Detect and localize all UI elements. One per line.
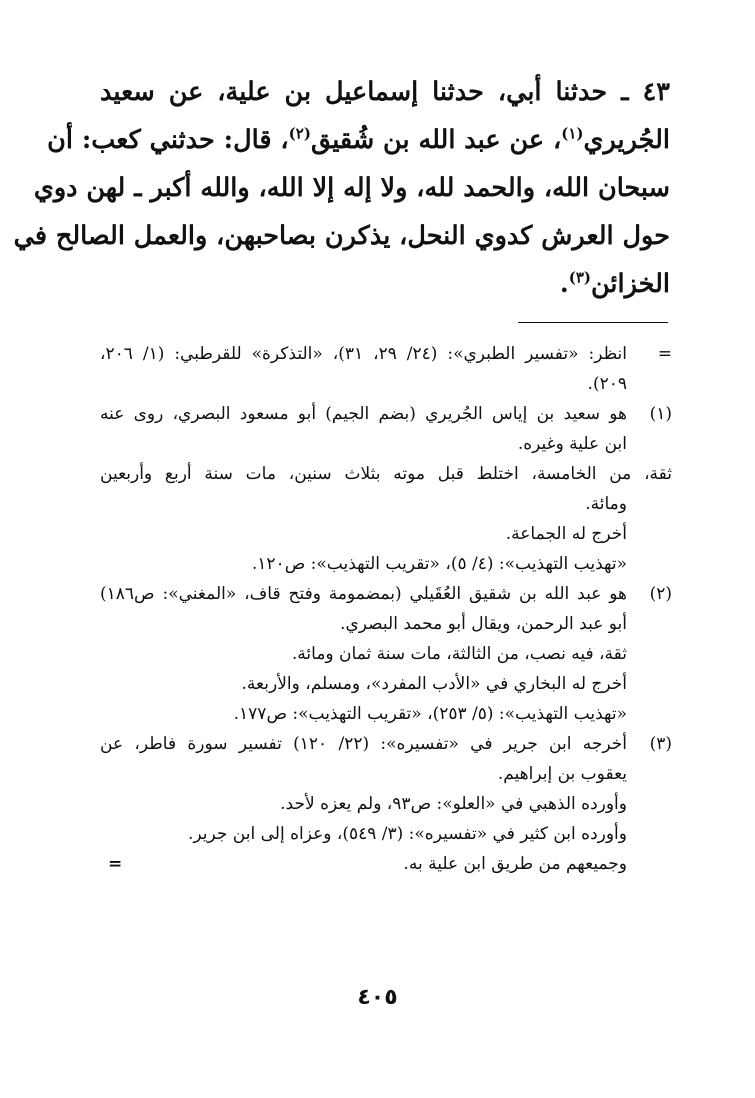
hadith-line-3-text: سبحان الله، والحمد لله، ولا إله إلا الله، والله أكبر ـ لهن دوي [33, 173, 670, 203]
footnote-line: انظر: «تفسير الطبري»: (٢٤/ ٢٩، ٣١)، «التذكرة» للقرطبي: (١/ ٢٠٦، [100, 344, 627, 364]
footnote-line: ٢٠٩). [587, 374, 627, 394]
footnote-line: ابن علية وغيره. [517, 434, 627, 454]
hadith-line-2 [47, 116, 670, 164]
footnote-continuation [100, 339, 672, 399]
footnote-1 [100, 399, 672, 579]
footnote-line: وجميعهم من طريق ابن علية به. [403, 854, 627, 874]
hadith-line-5 [100, 260, 670, 308]
hadith-line-2-text-c: ، قال: حدثني كعب: أن [47, 125, 289, 155]
footnote-line: ومائة. [585, 494, 627, 514]
footnote-line: أخرج له الجماعة. [505, 524, 627, 544]
hadith-line-2-text-a: الجُريري [583, 125, 670, 155]
continuation-marker: = [657, 344, 672, 364]
hadith-line-1-text: ٤٣ ـ حدثنا أبي، حدثنا إسماعيل بن علية، عن سعيد [100, 77, 670, 107]
footnote-line: «تهذيب التهذيب»: (٥/ ٢٥٣)، «تقريب التهذيب»: ص١٧٧. [233, 704, 627, 724]
hadith-line-2-text-b: ، عن عبد الله بن شُقيق [310, 125, 562, 155]
footnote-3 [100, 729, 672, 879]
footnote-line: هو عبد الله بن شقيق العُقَيلي (بمضمومة وفتح قاف، «المغني»: ص١٨٦) [100, 584, 627, 604]
footnote-ref-3[interactable]: (٣) [568, 268, 592, 287]
continues-marker: = [108, 854, 123, 874]
footnote-2-marker: (٢) [649, 584, 672, 604]
page-number: ٤٠٥ [357, 985, 398, 1010]
hadith-line-3 [33, 164, 670, 212]
footnote-line: ثقة، فيه نصب، من الثالثة، مات سنة ثمان ومائة. [291, 644, 627, 664]
hadith-line-4 [13, 212, 670, 260]
footnote-ref-2[interactable]: (٢) [288, 124, 311, 143]
hadith-line-5-text-b: . [559, 269, 569, 299]
footnote-line: «تهذيب التهذيب»: (٤/ ٥)، «تقريب التهذيب»: ص١٢٠. [251, 554, 627, 574]
hadith-line-1 [100, 68, 670, 116]
footnote-line: وأورده ابن كثير في «تفسيره»: (٣/ ٥٤٩)، وعزاه إلى ابن جرير. [187, 824, 627, 844]
footnote-ref-1[interactable]: (١) [561, 124, 584, 143]
footnote-line: أخرج له البخاري في «الأدب المفرد»، ومسلم، والأربعة. [241, 674, 627, 694]
footnote-1-marker: (١) [649, 404, 672, 424]
footnote-line-last [100, 849, 627, 879]
footnote-2 [100, 579, 672, 729]
footnote-line: أبو عبد الرحمن، ويقال أبو محمد البصري. [340, 614, 627, 634]
footnote-divider [518, 322, 668, 323]
hadith-line-4-text: حول العرش كدوي النحل، يذكرن بصاحبهن، والعمل الصالح في [13, 221, 670, 251]
footnote-line: وأورده الذهبي في «العلو»: ص٩٣، ولم يعزه لأحد. [280, 794, 627, 814]
footnote-line: أخرجه ابن جرير في «تفسيره»: (٢٢/ ١٢٠) تفسير سورة فاطر، عن [100, 734, 627, 754]
footnote-3-marker: (٣) [649, 734, 672, 754]
hadith-text [13, 68, 670, 308]
footnote-line: يعقوب بن إبراهيم. [497, 764, 627, 784]
footnote-line: ثقة، من الخامسة، اختلط قبل موته بثلاث سنين، مات سنة أربع وأربعين [100, 464, 672, 484]
footnote-line: هو سعيد بن إياس الجُريري (بضم الجيم) أبو مسعود البصري، روى عنه [100, 404, 627, 424]
footnotes [100, 339, 672, 879]
hadith-line-5-text-a: الخزائن [591, 269, 670, 299]
